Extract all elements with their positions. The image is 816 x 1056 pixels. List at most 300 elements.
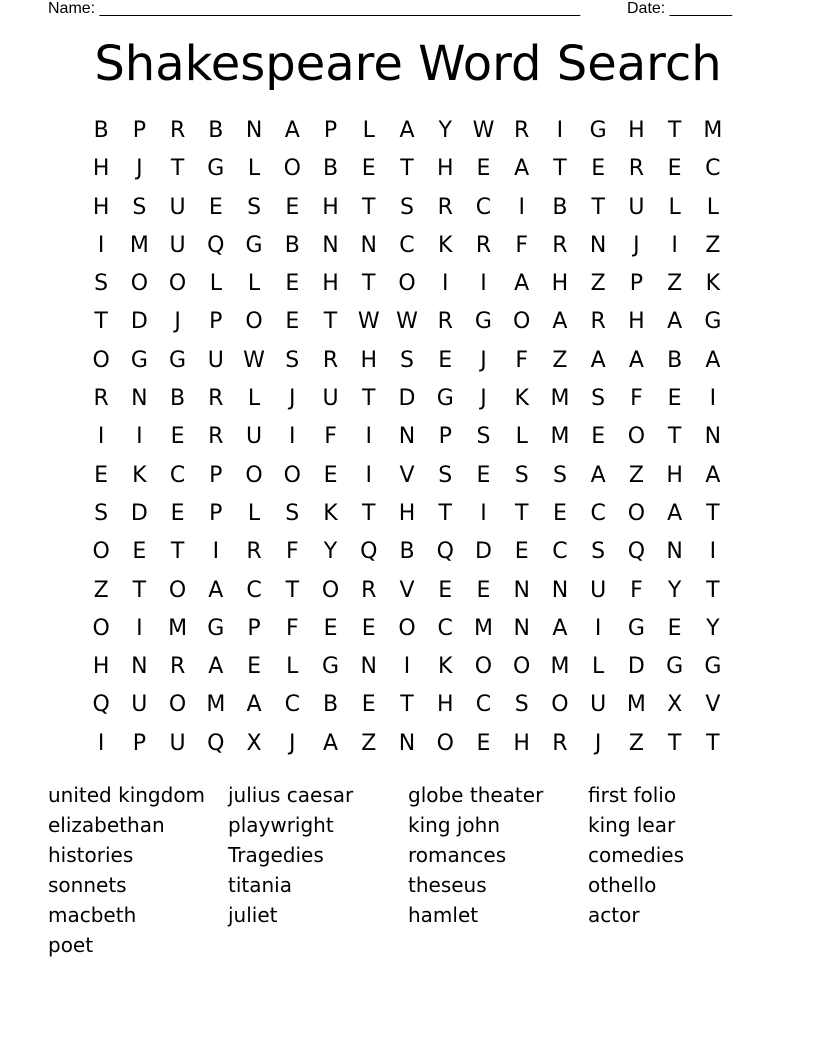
grid-cell[interactable]: N xyxy=(322,232,339,258)
grid-cell[interactable]: M xyxy=(168,615,188,641)
grid-cell[interactable]: R xyxy=(552,232,568,258)
grid-cell[interactable]: A xyxy=(552,615,568,641)
grid-cell[interactable]: R xyxy=(437,194,453,220)
grid-cell[interactable]: E xyxy=(514,539,529,565)
grid-cell[interactable]: A xyxy=(590,347,606,373)
grid-cell[interactable]: N xyxy=(131,654,148,680)
grid-cell[interactable]: U xyxy=(246,424,263,450)
grid-cell[interactable]: F xyxy=(324,424,337,450)
grid-cell[interactable]: S xyxy=(247,194,262,220)
grid-cell[interactable]: O xyxy=(283,156,301,182)
grid-cell[interactable]: U xyxy=(628,194,645,220)
grid-cell[interactable]: T xyxy=(362,386,376,412)
grid-cell[interactable]: E xyxy=(170,500,185,526)
grid-cell[interactable]: Q xyxy=(627,539,646,565)
grid-cell[interactable]: D xyxy=(130,500,148,526)
grid-cell[interactable]: N xyxy=(589,232,607,258)
grid-cell[interactable]: C xyxy=(590,500,606,526)
grid-cell[interactable]: E xyxy=(552,500,567,526)
grid-row xyxy=(82,380,732,418)
grid-cell[interactable]: L xyxy=(515,424,528,450)
grid-cell[interactable]: S xyxy=(132,194,147,220)
grid-cell[interactable]: D xyxy=(474,539,492,565)
grid-cell[interactable]: I xyxy=(671,232,678,258)
grid-cell[interactable]: I xyxy=(136,615,143,641)
grid-cell[interactable]: O xyxy=(513,654,531,680)
grid-cell[interactable]: F xyxy=(515,232,529,258)
grid-cell[interactable]: H xyxy=(92,194,110,220)
grid-cell[interactable]: D xyxy=(398,386,416,412)
grid-cell[interactable]: Y xyxy=(706,615,720,641)
grid-cell[interactable]: A xyxy=(514,271,530,297)
grid-cell[interactable]: F xyxy=(515,347,529,373)
grid-cell[interactable]: B xyxy=(208,118,224,143)
grid-cell[interactable]: R xyxy=(93,386,109,412)
grid-cell[interactable]: U xyxy=(169,730,186,756)
grid-cell[interactable]: I xyxy=(289,424,296,450)
grid-row xyxy=(82,227,732,265)
grid-cell[interactable]: E xyxy=(323,462,338,488)
grid-cell[interactable]: M xyxy=(473,615,493,641)
grid-cell[interactable]: B xyxy=(552,194,568,220)
grid-cell[interactable]: O xyxy=(398,615,416,641)
grid-cell[interactable]: I xyxy=(480,500,487,526)
grid-cell[interactable]: I xyxy=(136,424,143,450)
grid-cell[interactable]: A xyxy=(667,309,683,335)
grid-cell[interactable]: E xyxy=(667,156,682,182)
grid-cell[interactable]: K xyxy=(438,654,453,680)
grid-cell[interactable]: O xyxy=(283,462,301,488)
grid-cell[interactable]: Q xyxy=(207,730,225,756)
grid-cell[interactable]: H xyxy=(436,156,454,182)
grid-cell[interactable]: G xyxy=(207,615,225,641)
grid-cell[interactable]: J xyxy=(594,730,602,756)
grid-cell[interactable]: O xyxy=(627,500,646,526)
grid-cell[interactable]: S xyxy=(438,462,453,488)
grid-cell[interactable]: R xyxy=(628,156,645,182)
grid-cell[interactable]: S xyxy=(591,539,606,565)
grid-cell[interactable]: S xyxy=(285,347,300,373)
grid-cell[interactable]: B xyxy=(284,232,300,258)
grid-cell[interactable]: E xyxy=(438,347,453,373)
grid-cell[interactable]: R xyxy=(246,539,262,565)
grid-cell[interactable]: H xyxy=(92,654,110,680)
grid-cell[interactable]: A xyxy=(284,118,300,143)
grid-cell[interactable]: A xyxy=(705,462,721,488)
grid-cell[interactable]: S xyxy=(514,692,529,718)
grid-cell[interactable]: J xyxy=(480,386,487,412)
grid-cell[interactable]: I xyxy=(594,615,602,641)
grid-cell[interactable]: E xyxy=(591,424,606,450)
grid-cell[interactable]: S xyxy=(285,500,300,526)
grid-cell[interactable]: L xyxy=(247,156,261,182)
grid-cell[interactable]: A xyxy=(552,309,568,335)
grid-cell[interactable]: L xyxy=(247,386,261,412)
grid-cell[interactable]: W xyxy=(396,309,418,335)
grid-cell[interactable]: P xyxy=(132,118,146,143)
grid-cell[interactable]: T xyxy=(170,156,185,182)
grid-cell[interactable]: L xyxy=(209,271,222,297)
grid-cell[interactable]: S xyxy=(591,386,606,412)
grid-cell[interactable]: O xyxy=(627,424,646,450)
grid-cell[interactable]: E xyxy=(476,730,491,756)
grid-cell[interactable]: P xyxy=(629,271,644,297)
grid-cell[interactable]: I xyxy=(403,654,411,680)
grid-row xyxy=(82,265,732,303)
grid-cell[interactable]: L xyxy=(362,118,375,143)
grid-cell[interactable]: W xyxy=(357,309,380,335)
grid-cell[interactable]: S xyxy=(400,347,414,373)
word-list-item: macbeth xyxy=(48,903,137,927)
grid-cell[interactable]: T xyxy=(438,500,452,526)
grid-cell[interactable]: Q xyxy=(436,539,454,565)
grid-cell[interactable]: B xyxy=(322,692,339,718)
grid-cell[interactable]: T xyxy=(362,500,376,526)
grid-cell[interactable]: A xyxy=(399,118,415,143)
grid-cell[interactable]: A xyxy=(514,156,530,182)
grid-cell[interactable]: H xyxy=(513,730,530,756)
grid-cell[interactable]: I xyxy=(709,539,717,565)
grid-cell[interactable]: N xyxy=(360,232,377,258)
grid-cell[interactable]: Z xyxy=(628,462,644,488)
grid-cell[interactable]: R xyxy=(322,347,339,373)
grid-cell[interactable]: B xyxy=(399,539,415,565)
grid-cell[interactable]: O xyxy=(92,539,110,565)
grid-cell[interactable]: U xyxy=(169,232,186,258)
grid-cell[interactable]: M xyxy=(206,692,226,718)
grid-cell[interactable]: R xyxy=(169,118,186,143)
grid-cell[interactable]: F xyxy=(285,615,299,641)
grid-cell[interactable]: T xyxy=(362,194,376,220)
grid-cell[interactable]: I xyxy=(365,462,372,488)
grid-cell[interactable]: O xyxy=(92,615,110,641)
grid-cell[interactable]: B xyxy=(322,156,339,182)
grid-cell[interactable]: O xyxy=(168,271,187,297)
grid-cell[interactable]: I xyxy=(556,118,564,143)
grid-cell[interactable]: M xyxy=(550,654,570,680)
grid-row xyxy=(82,303,732,341)
grid-cell[interactable]: Z xyxy=(705,232,721,258)
grid-cell[interactable]: H xyxy=(551,271,569,297)
grid-cell[interactable]: Q xyxy=(207,232,225,258)
grid-cell[interactable]: R xyxy=(590,309,606,335)
grid-cell[interactable]: H xyxy=(666,462,683,488)
grid-cell[interactable]: W xyxy=(243,347,265,373)
grid-cell[interactable]: F xyxy=(285,539,299,565)
date-field[interactable]: Date: _______ xyxy=(627,0,732,17)
grid-cell[interactable]: K xyxy=(705,271,721,297)
grid-cell[interactable]: T xyxy=(553,156,567,182)
grid-cell[interactable]: I xyxy=(365,424,372,450)
grid-cell[interactable]: P xyxy=(132,730,146,756)
grid-cell[interactable]: T xyxy=(362,271,376,297)
grid-cell[interactable]: I xyxy=(212,539,220,565)
grid-cell[interactable]: N xyxy=(551,577,569,603)
grid-cell[interactable]: T xyxy=(400,692,414,718)
grid-cell[interactable]: C xyxy=(284,692,300,718)
grid-cell[interactable]: B xyxy=(170,386,186,412)
grid-cell[interactable]: A xyxy=(590,462,606,488)
grid-cell[interactable]: U xyxy=(131,692,148,718)
grid-cell[interactable]: R xyxy=(437,309,453,335)
grid-cell[interactable]: E xyxy=(170,424,185,450)
grid-cell[interactable]: P xyxy=(209,462,223,488)
grid-cell[interactable]: Z xyxy=(552,347,568,373)
grid-cell[interactable]: U xyxy=(207,347,224,373)
grid-cell[interactable]: C xyxy=(246,577,262,603)
grid-cell[interactable]: O xyxy=(92,347,110,373)
grid-cell[interactable]: J xyxy=(289,730,296,756)
grid-cell[interactable]: N xyxy=(666,539,683,565)
grid-cell[interactable]: S xyxy=(94,271,109,297)
grid-cell[interactable]: O xyxy=(398,271,416,297)
grid-cell[interactable]: O xyxy=(551,692,569,718)
grid-cell[interactable]: U xyxy=(590,692,607,718)
grid-cell[interactable]: C xyxy=(475,692,492,718)
grid-cell[interactable]: N xyxy=(398,424,416,450)
grid-cell[interactable]: J xyxy=(174,309,181,335)
grid-cell[interactable]: H xyxy=(628,309,645,335)
grid-cell[interactable]: X xyxy=(246,730,262,756)
grid-cell[interactable]: S xyxy=(94,500,109,526)
grid-cell[interactable]: F xyxy=(630,577,643,603)
grid-cell[interactable]: E xyxy=(285,194,300,220)
grid-cell[interactable]: E xyxy=(323,615,338,641)
grid-cell[interactable]: E xyxy=(591,156,606,182)
grid-cell[interactable]: K xyxy=(438,232,453,258)
grid-cell[interactable]: I xyxy=(97,232,105,258)
grid-cell[interactable]: U xyxy=(169,194,186,220)
grid-cell[interactable]: R xyxy=(208,386,224,412)
grid-cell[interactable]: P xyxy=(209,500,223,526)
grid-cell[interactable]: C xyxy=(552,539,568,565)
grid-cell[interactable]: V xyxy=(399,462,415,488)
name-field[interactable]: Name: ______________________________________________________ xyxy=(48,0,581,17)
grid-cell[interactable]: E xyxy=(285,271,300,297)
grid-cell[interactable]: G xyxy=(704,309,722,335)
grid-cell[interactable]: J xyxy=(136,156,143,182)
grid-cell[interactable]: J xyxy=(480,347,487,373)
grid-cell[interactable]: N xyxy=(704,424,722,450)
grid-cell[interactable]: Y xyxy=(438,118,452,143)
grid-cell[interactable]: A xyxy=(628,347,644,373)
grid-cell[interactable]: Y xyxy=(667,577,682,603)
grid-cell[interactable]: F xyxy=(630,386,643,412)
grid-cell[interactable]: H xyxy=(436,692,454,718)
grid-cell[interactable]: E xyxy=(361,615,376,641)
grid-cell[interactable]: T xyxy=(94,309,108,335)
grid-cell[interactable]: H xyxy=(322,194,339,220)
grid-cell[interactable]: T xyxy=(170,539,185,565)
grid-cell[interactable]: E xyxy=(94,462,109,488)
grid-cell[interactable]: N xyxy=(513,577,530,603)
grid-cell[interactable]: C xyxy=(475,194,492,220)
grid-cell[interactable]: K xyxy=(323,500,338,526)
grid-cell[interactable]: E xyxy=(438,577,453,603)
grid-cell[interactable]: T xyxy=(132,577,147,603)
grid-cell[interactable]: H xyxy=(360,347,378,373)
grid-cell[interactable]: U xyxy=(322,386,339,412)
grid-cell[interactable]: I xyxy=(709,386,717,412)
grid-cell[interactable]: T xyxy=(514,500,529,526)
grid-cell[interactable]: G xyxy=(666,654,684,680)
grid-cell[interactable]: X xyxy=(667,692,683,718)
grid-cell[interactable]: D xyxy=(627,654,645,680)
grid-cell[interactable]: P xyxy=(247,615,261,641)
grid-cell[interactable]: R xyxy=(208,424,224,450)
grid-cell[interactable]: G xyxy=(245,232,263,258)
grid-cell[interactable]: I xyxy=(97,424,105,450)
grid-cell[interactable]: E xyxy=(361,156,376,182)
grid-cell[interactable]: E xyxy=(132,539,147,565)
grid-cell[interactable]: Z xyxy=(361,730,377,756)
grid-cell[interactable]: N xyxy=(360,654,377,680)
grid-cell[interactable]: Q xyxy=(360,539,378,565)
grid-cell[interactable]: O xyxy=(168,577,187,603)
grid-cell[interactable]: E xyxy=(247,654,261,680)
grid-cell[interactable]: G xyxy=(321,654,340,680)
grid-cell[interactable]: Z xyxy=(628,730,644,756)
grid-cell[interactable]: O xyxy=(474,654,493,680)
grid-cell[interactable]: N xyxy=(131,386,148,412)
grid-cell[interactable]: C xyxy=(399,232,415,258)
grid-cell[interactable]: N xyxy=(245,118,263,143)
word-list-item: actor xyxy=(588,903,640,927)
grid-cell[interactable]: T xyxy=(706,577,720,603)
grid-cell[interactable]: E xyxy=(285,309,300,335)
grid-cell[interactable]: H xyxy=(92,156,110,182)
grid-cell[interactable]: E xyxy=(208,194,223,220)
grid-cell[interactable]: A xyxy=(208,654,224,680)
grid-cell[interactable]: L xyxy=(286,654,299,680)
grid-cell[interactable]: G xyxy=(474,309,492,335)
grid-cell[interactable]: K xyxy=(514,386,529,412)
grid-cell[interactable]: P xyxy=(209,309,223,335)
grid-cell[interactable]: T xyxy=(706,500,720,526)
grid-cell[interactable]: T xyxy=(323,309,338,335)
grid-cell[interactable]: A xyxy=(208,577,224,603)
grid-cell[interactable]: Z xyxy=(590,271,606,297)
grid-cell[interactable]: L xyxy=(247,271,261,297)
grid-cell[interactable]: T xyxy=(706,730,720,756)
grid-cell[interactable]: T xyxy=(400,156,414,182)
grid-cell[interactable]: T xyxy=(591,194,605,220)
grid-cell[interactable]: I xyxy=(441,271,449,297)
grid-cell[interactable]: U xyxy=(590,577,607,603)
grid-cell[interactable]: Z xyxy=(93,577,109,603)
grid-cell[interactable]: P xyxy=(438,424,452,450)
grid-cell[interactable]: L xyxy=(706,194,719,220)
word-list-item: julius caesar xyxy=(228,783,354,807)
grid-cell[interactable]: L xyxy=(592,654,605,680)
grid-cell[interactable]: T xyxy=(285,577,300,603)
grid-cell[interactable]: V xyxy=(705,692,721,718)
grid-cell[interactable]: M xyxy=(550,386,570,412)
word-list-item: united kingdom xyxy=(48,783,206,807)
grid-cell[interactable]: C xyxy=(437,615,453,641)
grid-cell[interactable]: A xyxy=(322,730,339,756)
grid-cell[interactable]: E xyxy=(476,156,491,182)
grid-cell[interactable]: N xyxy=(513,615,530,641)
grid-cell[interactable]: E xyxy=(667,386,682,412)
grid-cell[interactable]: Y xyxy=(323,539,338,565)
grid-cell[interactable]: L xyxy=(668,194,681,220)
grid-cell[interactable]: M xyxy=(626,692,646,718)
grid-cell[interactable]: W xyxy=(472,118,495,143)
grid-cell[interactable]: I xyxy=(97,730,105,756)
grid-cell[interactable]: M xyxy=(550,424,570,450)
grid-cell[interactable]: O xyxy=(436,730,454,756)
grid-cell[interactable]: E xyxy=(476,577,491,603)
grid-cell[interactable]: S xyxy=(552,462,567,488)
grid-cell[interactable]: G xyxy=(207,156,225,182)
grid-cell[interactable]: G xyxy=(704,654,722,680)
grid-cell[interactable]: H xyxy=(628,118,645,143)
grid-cell[interactable]: I xyxy=(480,271,487,297)
grid-cell[interactable]: Z xyxy=(667,271,683,297)
grid-cell[interactable]: T xyxy=(667,730,682,756)
grid-cell[interactable]: E xyxy=(667,615,682,641)
grid-cell[interactable]: Q xyxy=(92,692,110,718)
grid-cell[interactable]: B xyxy=(667,347,683,373)
grid-cell[interactable]: I xyxy=(518,194,525,220)
grid-cell[interactable]: L xyxy=(247,500,261,526)
grid-cell[interactable]: O xyxy=(130,271,149,297)
grid-cell[interactable]: O xyxy=(513,309,531,335)
grid-cell[interactable]: O xyxy=(245,309,263,335)
grid-cell[interactable]: D xyxy=(130,309,148,335)
grid-cell[interactable]: N xyxy=(398,730,416,756)
grid-row xyxy=(82,150,732,188)
grid-cell[interactable]: B xyxy=(93,118,109,143)
grid-cell[interactable]: J xyxy=(289,386,296,412)
grid-cell[interactable]: V xyxy=(399,577,415,603)
grid-cell[interactable]: E xyxy=(361,692,376,718)
grid-cell[interactable]: E xyxy=(476,462,491,488)
grid-cell[interactable]: K xyxy=(132,462,147,488)
grid-cell[interactable]: M xyxy=(703,118,723,143)
grid-cell[interactable]: R xyxy=(169,654,186,680)
grid-cell[interactable]: G xyxy=(436,386,454,412)
grid-cell[interactable]: H xyxy=(322,271,339,297)
grid-cell[interactable]: R xyxy=(514,118,530,143)
grid-cell[interactable]: S xyxy=(514,462,529,488)
grid-cell[interactable]: G xyxy=(627,615,645,641)
grid-cell[interactable]: S xyxy=(400,194,414,220)
grid-cell[interactable]: A xyxy=(667,500,683,526)
grid-cell[interactable]: S xyxy=(476,424,491,450)
grid-cell[interactable]: A xyxy=(246,692,262,718)
grid-cell[interactable]: T xyxy=(667,424,682,450)
grid-cell[interactable]: O xyxy=(168,692,187,718)
grid-cell[interactable]: R xyxy=(361,577,377,603)
grid-cell[interactable]: G xyxy=(130,347,148,373)
grid-cell[interactable]: O xyxy=(321,577,340,603)
grid-cell[interactable]: R xyxy=(552,730,568,756)
grid-cell[interactable]: M xyxy=(129,232,149,258)
grid-cell[interactable]: C xyxy=(705,156,721,182)
grid-cell[interactable]: T xyxy=(667,118,682,143)
grid-cell[interactable]: G xyxy=(169,347,187,373)
grid-cell[interactable]: A xyxy=(705,347,721,373)
grid-cell[interactable]: R xyxy=(475,232,492,258)
grid-cell[interactable]: J xyxy=(633,232,640,258)
grid-cell[interactable]: H xyxy=(398,500,416,526)
grid-cell[interactable]: C xyxy=(169,462,186,488)
grid-cell[interactable]: P xyxy=(323,118,338,143)
grid-cell[interactable]: O xyxy=(245,462,263,488)
grid-cell[interactable]: G xyxy=(589,118,607,143)
